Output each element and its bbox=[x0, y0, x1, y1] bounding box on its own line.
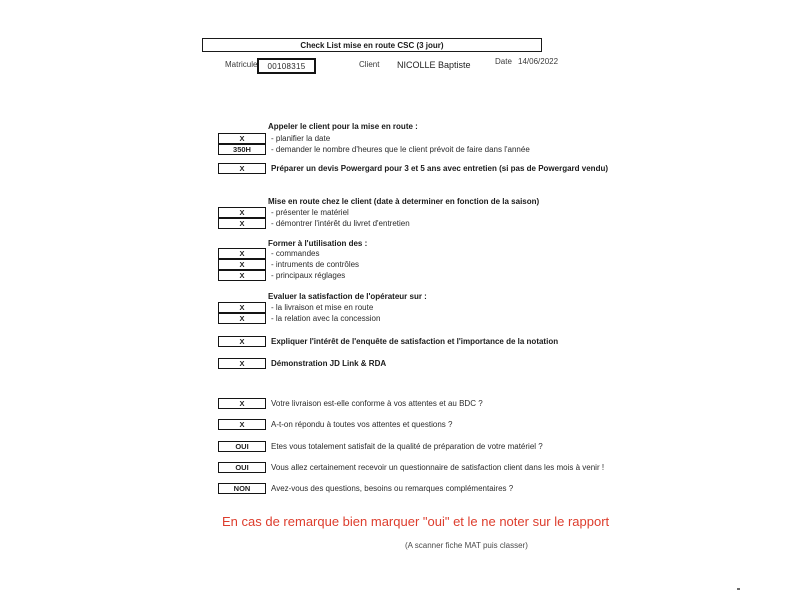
answer-box: X bbox=[218, 419, 266, 430]
answer-box: X bbox=[218, 270, 266, 281]
section-header: Mise en route chez le client (date à determiner en fonction de la saison) bbox=[268, 197, 540, 206]
row-label: - la relation avec la concession bbox=[271, 314, 381, 323]
answer-box: 350H bbox=[218, 144, 266, 155]
checklist-row bbox=[218, 259, 359, 270]
checklist-row bbox=[218, 207, 349, 218]
matricule-value-box: 00108315 bbox=[257, 58, 316, 74]
checklist-row bbox=[218, 358, 386, 369]
scan-artifact bbox=[737, 588, 740, 590]
row-label: Préparer un devis Powergard pour 3 et 5 ans avec entretien (si pas de Powergard vendu) bbox=[271, 164, 608, 173]
row-label: Avez-vous des questions, besoins ou remarques complémentaires ? bbox=[271, 484, 514, 493]
answer-box: X bbox=[218, 398, 266, 409]
checklist-row bbox=[218, 336, 558, 347]
row-label: - commandes bbox=[271, 249, 320, 258]
matricule-label: Matricule bbox=[225, 60, 258, 69]
checklist-row bbox=[218, 270, 345, 281]
scan-note: (A scanner fiche MAT puis classer) bbox=[405, 541, 528, 550]
row-label: Votre livraison est-elle conforme à vos attentes et au BDC ? bbox=[271, 399, 483, 408]
checklist-row bbox=[218, 133, 330, 144]
checklist-row bbox=[218, 163, 608, 174]
row-label: - la livraison et mise en route bbox=[271, 303, 374, 312]
checklist-row bbox=[218, 144, 530, 155]
answer-box: X bbox=[218, 313, 266, 324]
answer-box: NON bbox=[218, 483, 266, 494]
client-value: NICOLLE Baptiste bbox=[397, 60, 471, 70]
answer-box: X bbox=[218, 163, 266, 174]
answer-box: X bbox=[218, 358, 266, 369]
answer-box: X bbox=[218, 302, 266, 313]
checklist-row bbox=[218, 398, 483, 409]
row-label: Etes vous totalement satisfait de la qualité de préparation de votre matériel ? bbox=[271, 442, 543, 451]
warning-text: En cas de remarque bien marquer "oui" et le ne noter sur le rapport bbox=[222, 514, 610, 529]
answer-box: X bbox=[218, 248, 266, 259]
row-label: - intruments de contrôles bbox=[271, 260, 360, 269]
row-label: - présenter le matériel bbox=[271, 208, 349, 217]
answer-box: OUI bbox=[218, 462, 266, 473]
date-value: 14/06/2022 bbox=[518, 57, 559, 66]
answer-box: X bbox=[218, 133, 266, 144]
checklist-row bbox=[218, 313, 380, 324]
row-label: - demander le nombre d'heures que le client prévoit de faire dans l'année bbox=[271, 145, 530, 154]
client-label: Client bbox=[359, 60, 380, 69]
answer-box: X bbox=[218, 218, 266, 229]
date-label: Date bbox=[495, 57, 512, 66]
section-header: Evaluer la satisfaction de l'opérateur sur : bbox=[268, 292, 427, 301]
checklist-row bbox=[218, 248, 319, 259]
answer-box: X bbox=[218, 259, 266, 270]
answer-box: X bbox=[218, 207, 266, 218]
checklist-row bbox=[218, 218, 410, 229]
row-label: - planifier la date bbox=[271, 134, 331, 143]
checklist-row bbox=[218, 483, 513, 494]
checklist-row bbox=[218, 441, 543, 452]
checklist-row bbox=[218, 302, 373, 313]
row-label: Expliquer l'intérêt de l'enquête de satisfaction et l'importance de la notation bbox=[271, 337, 559, 346]
row-label: - principaux réglages bbox=[271, 271, 346, 280]
checklist-row bbox=[218, 419, 452, 430]
checklist-row bbox=[218, 462, 604, 473]
row-label: Démonstration JD Link & RDA bbox=[271, 359, 387, 368]
form-title: Check List mise en route CSC (3 jour) bbox=[202, 38, 542, 52]
row-label: Vous allez certainement recevoir un questionnaire de satisfaction client dans les mois à venir ! bbox=[271, 463, 605, 472]
answer-box: X bbox=[218, 336, 266, 347]
section-header: Appeler le client pour la mise en route : bbox=[268, 122, 418, 131]
section-header: Former à l'utilisation des : bbox=[268, 239, 368, 248]
row-label: - démontrer l'intérêt du livret d'entretien bbox=[271, 219, 410, 228]
row-label: A-t-on répondu à toutes vos attentes et questions ? bbox=[271, 420, 453, 429]
answer-box: OUI bbox=[218, 441, 266, 452]
